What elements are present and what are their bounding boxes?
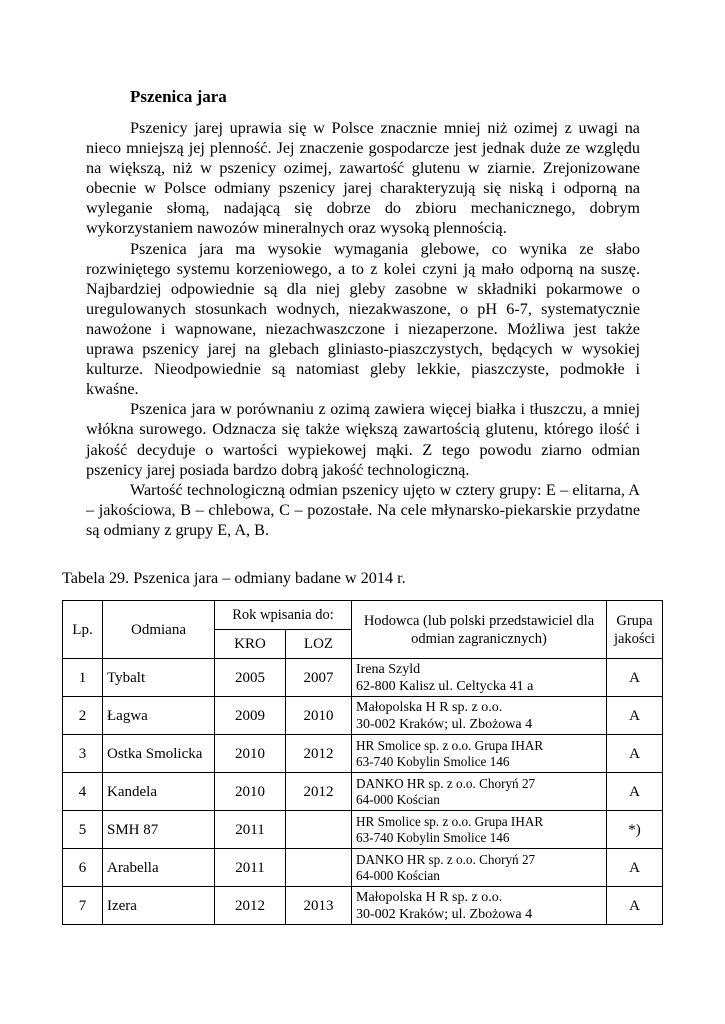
cell-kro: 2011 <box>215 811 286 849</box>
cell-variety: Izera <box>103 887 215 925</box>
breeder-line-1: Małopolska H R sp. z o.o. <box>356 699 503 715</box>
table-row <box>63 887 663 925</box>
breeder-line-1: HR Smolice sp. z o.o. Grupa IHAR <box>356 813 544 829</box>
table-row <box>63 735 663 773</box>
cell-breeder <box>352 849 607 887</box>
table-row <box>63 659 663 697</box>
paragraph-2: Pszenica jara ma wysokie wymagania glebowe, co wynika ze słabo rozwiniętego systemu korzeniowego, a to z kolei czyni ją mało odporną na suszę. Najbardziej odpowiednie są dla niej gleby zasobne w składniki pokarmowe o uregulowanych stosunkach wodnych, niezakwaszone, o pH 6-7, systematycznie nawożone i wapnowane, niezachwaszczone i niezaperzone. Możliwa jest także uprawa pszenicy jarej na glebach gliniasto-piaszczystych, będących w wysokiej kulturze. Nieodpowiednie są natomiast gleby lekkie, piaszczyste, podmokłe i kwaśne. <box>86 239 640 399</box>
breeder-line-2: 30-002 Kraków; ul. Zbożowa 4 <box>356 716 533 732</box>
paragraph-4: Wartość technologiczną odmian pszenicy ujęto w cztery grupy: E – elitarna, A – jakościowa, B – chlebowa, C – pozostałe. Na cele młynarsko-piekarskie przydatne są odmiany z grupy E, A, B. <box>86 480 640 539</box>
cell-group: A <box>607 659 663 697</box>
cell-group: A <box>607 849 663 887</box>
table-row <box>63 811 663 849</box>
breeder-line-2: 62-800 Kalisz ul. Celtycka 41 a <box>356 678 534 694</box>
cell-lp: 4 <box>63 773 103 811</box>
table-row <box>63 773 663 811</box>
breeder-line-2: 64-000 Kościan <box>356 867 440 883</box>
table-row <box>63 697 663 735</box>
cell-variety: Łagwa <box>103 697 215 735</box>
header-kro: KRO <box>215 630 286 659</box>
paragraph-3: Pszenica jara w porównaniu z ozimą zawiera więcej białka i tłuszczu, a mniej włókna surowego. Odznacza się także większą zawartością glutenu, którego ilość i jakość decyduje o wartości wypiekowej mąki. Z tego powodu ziarno odmian pszenicy jarej posiada bardzo dobrą jakość technologiczną. <box>86 400 640 479</box>
header-year-group: Rok wpisania do: <box>215 601 352 630</box>
cell-loz <box>286 849 352 887</box>
varieties-table <box>62 600 663 925</box>
cell-breeder <box>352 697 607 735</box>
cell-breeder <box>352 773 607 811</box>
breeder-line-1: DANKO HR sp. z o.o. Choryń 27 <box>356 775 536 791</box>
section-title: Pszenica jara <box>130 87 227 106</box>
cell-kro: 2009 <box>215 697 286 735</box>
cell-kro: 2010 <box>215 773 286 811</box>
cell-group: A <box>607 887 663 925</box>
cell-loz <box>286 811 352 849</box>
breeder-line-2: 63-740 Kobylin Smolice 146 <box>356 829 510 845</box>
cell-breeder <box>352 887 607 925</box>
cell-loz: 2012 <box>286 773 352 811</box>
header-group: Grupa jakości <box>607 601 663 659</box>
body-text <box>86 118 640 540</box>
cell-variety: Kandela <box>103 773 215 811</box>
cell-group: A <box>607 773 663 811</box>
cell-loz: 2012 <box>286 735 352 773</box>
breeder-line-1: Małopolska H R sp. z o.o. <box>356 889 503 905</box>
table-row <box>63 849 663 887</box>
header-variety: Odmiana <box>103 601 215 659</box>
breeder-line-2: 30-002 Kraków; ul. Zbożowa 4 <box>356 906 533 922</box>
cell-breeder <box>352 735 607 773</box>
paragraph-1: Pszenicy jarej uprawia się w Polsce znacznie mniej niż ozimej z uwagi na nieco mniejszą jej plenność. Jej znaczenie gospodarcze jest jednak duże ze względu na większą, niż w pszenicy ozimej, zawartość glutenu w ziarnie. Zrejonizowane obecnie w Polsce odmiany pszenicy jarej charakteryzują się niską i odporną na wyleganie słomą, nadającą się dobrze do zbioru mechanicznego, dobrym wykorzystaniem nawozów mineralnych oraz wysoką plennością. <box>86 119 640 238</box>
cell-breeder <box>352 811 607 849</box>
breeder-line-1: HR Smolice sp. z o.o. Grupa IHAR <box>356 737 544 753</box>
cell-kro: 2005 <box>215 659 286 697</box>
cell-kro: 2012 <box>215 887 286 925</box>
cell-lp: 2 <box>63 697 103 735</box>
cell-variety: SMH 87 <box>103 811 215 849</box>
cell-variety: Arabella <box>103 849 215 887</box>
breeder-line-2: 64-000 Kościan <box>356 791 440 807</box>
table-caption: Tabela 29. Pszenica jara – odmiany badane w 2014 r. <box>62 569 406 587</box>
cell-breeder <box>352 659 607 697</box>
cell-loz: 2007 <box>286 659 352 697</box>
cell-group: A <box>607 697 663 735</box>
cell-lp: 7 <box>63 887 103 925</box>
cell-loz: 2010 <box>286 697 352 735</box>
cell-group: A <box>607 735 663 773</box>
breeder-line-2: 63-740 Kobylin Smolice 146 <box>356 753 510 769</box>
cell-variety: Tybalt <box>103 659 215 697</box>
cell-variety: Ostka Smolicka <box>103 735 215 773</box>
cell-lp: 6 <box>63 849 103 887</box>
breeder-line-1: Irena Szyld <box>356 661 421 677</box>
header-lp: Lp. <box>63 601 103 659</box>
header-loz: LOZ <box>286 630 352 659</box>
cell-loz: 2013 <box>286 887 352 925</box>
breeder-line-1: DANKO HR sp. z o.o. Choryń 27 <box>356 851 536 867</box>
header-breeder: Hodowca (lub polski przedstawiciel dla odmian zagranicznych) <box>352 601 607 659</box>
cell-lp: 5 <box>63 811 103 849</box>
cell-kro: 2010 <box>215 735 286 773</box>
cell-kro: 2011 <box>215 849 286 887</box>
cell-group: *) <box>607 811 663 849</box>
cell-lp: 3 <box>63 735 103 773</box>
cell-lp: 1 <box>63 659 103 697</box>
